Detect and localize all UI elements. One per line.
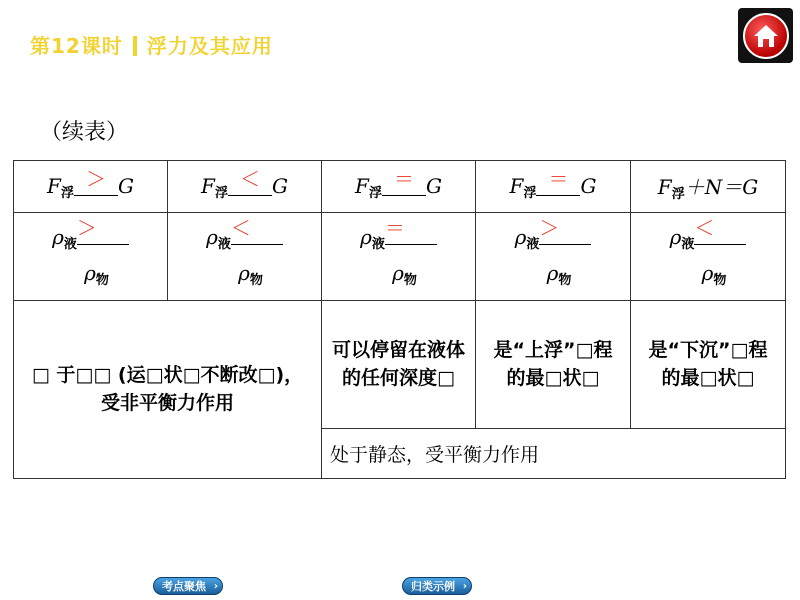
chevron-right-icon: › [462, 581, 467, 592]
density-cell: $\rho_液$ ＞ $\rho_物$ [476, 213, 631, 301]
force-cell: $F_浮$ ＝ G [476, 161, 631, 213]
nav-label: 归类示例 [411, 580, 455, 593]
answer-text: ＝ [548, 166, 569, 191]
table-row [14, 161, 786, 213]
table-row [14, 301, 786, 429]
answer-text: ＜ [239, 166, 260, 191]
suspend-state-cell: 可以停留在液体的任何深度□ [322, 301, 476, 429]
lesson-label: 第12课时 [30, 34, 123, 58]
density-cell: $\rho_液$ ＜ $\rho_物$ [631, 213, 786, 301]
topic-label: 浮力及其应用 [146, 34, 273, 58]
table-row [14, 213, 786, 301]
sink-state-cell: 是“下沉”□程的最□状□ [631, 301, 786, 429]
header-divider [133, 36, 137, 56]
force-cell: $F_浮$ ＝ G [322, 161, 476, 213]
motion-state-cell: □ 于□□ (运□状□不断改□)，受非平衡力作用 [14, 301, 322, 479]
home-button[interactable] [738, 8, 793, 63]
answer-text: ＜ [694, 215, 715, 240]
nav-label: 考点聚焦 [162, 580, 206, 593]
density-cell: $\rho_液$ ＝ $\rho_物$ [322, 213, 476, 301]
force-formula-cell: $F_浮+N=G$ [631, 161, 786, 213]
buoyancy-table [13, 160, 786, 479]
answer-text: ＝ [384, 215, 405, 240]
answer-text: ＝ [393, 166, 414, 191]
answer-text: ＜ [230, 215, 251, 240]
chevron-right-icon: › [213, 581, 218, 592]
table-caption: （续表） [40, 120, 129, 145]
density-cell: $\rho_液$ ＞ $\rho_物$ [14, 213, 168, 301]
nav-button-examples[interactable] [402, 577, 472, 595]
answer-text: ＞ [539, 215, 560, 240]
force-cell: $F_浮$ ＞ G [14, 161, 168, 213]
static-state-cell: 处于静态，受平衡力作用 [322, 429, 786, 479]
force-cell: $F_浮$ ＜ G [168, 161, 322, 213]
answer-text: ＞ [76, 215, 97, 240]
home-icon [743, 13, 789, 59]
header-title [30, 30, 273, 59]
nav-button-key-points[interactable] [153, 577, 223, 595]
float-state-cell: 是“上浮”□程的最□状□ [476, 301, 631, 429]
answer-text: ＞ [85, 166, 106, 191]
density-cell: $\rho_液$ ＜ $\rho_物$ [168, 213, 322, 301]
